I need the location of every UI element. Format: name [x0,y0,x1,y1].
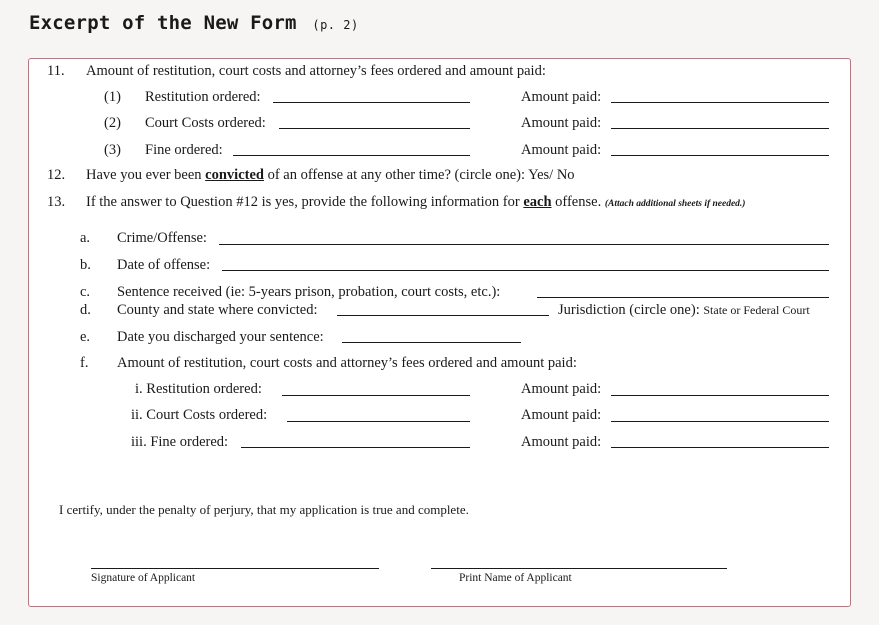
q13-crime-label: Crime/Offense: [117,230,207,246]
q13-sentence-label: Sentence received (ie: 5-years prison, probation, court costs, etc.): [117,284,501,300]
signature-label: Signature of Applicant [91,572,196,584]
q13-court-costs-label: ii. Court Costs ordered: [131,407,268,423]
signature-line[interactable] [91,568,379,569]
q13-jurisdiction-options[interactable]: State or Federal Court [703,303,810,317]
q13-crime-field[interactable] [219,244,829,245]
q13-restitution-label: i. Restitution ordered: [135,381,262,397]
q12-emphasis: convicted [205,167,264,183]
q12-text-post: of an offense at any other time? (circle one): Yes/ No [263,167,575,183]
page-title-text: Excerpt of the New Form [29,12,297,34]
q11-restitution-paid-field[interactable] [611,102,829,103]
q13-text [86,193,745,213]
q13-discharge-field[interactable] [342,342,521,343]
q13-text-pre: If the answer to Question #12 is yes, provide the following information for [86,194,524,210]
q12-number: 12. [47,167,66,183]
q11-court-costs-paid-label: Amount paid: [521,115,602,131]
page-reference: (p. 2) [312,18,359,32]
print-name-line[interactable] [431,568,727,569]
q11-item-2-number: (2) [104,115,121,131]
q13-restitution-paid-field[interactable] [611,395,829,396]
q13-restitution-field[interactable] [282,395,470,396]
q13-jurisdiction [558,301,810,319]
q11-court-costs-label: Court Costs ordered: [145,115,266,131]
q13-court-costs-paid-field[interactable] [611,421,829,422]
q13-amounts-label: Amount of restitution, court costs and attorney’s fees ordered and amount paid: [117,355,577,371]
print-name-label: Print Name of Applicant [459,572,572,584]
q13-date-of-offense-label: Date of offense: [117,257,211,273]
q13-a-letter: a. [80,230,91,246]
page-title [29,12,359,34]
q11-item-3-number: (3) [104,142,121,158]
q13-d-letter: d. [80,302,91,318]
q11-fine-label: Fine ordered: [145,142,223,158]
q11-court-costs-paid-field[interactable] [611,128,829,129]
q11-number: 11. [47,63,65,79]
q11-fine-field[interactable] [233,155,470,156]
q13-f-letter: f. [80,355,89,371]
q11-item-1-number: (1) [104,89,121,105]
q13-court-costs-field[interactable] [287,421,470,422]
q13-discharge-label: Date you discharged your sentence: [117,329,324,345]
q11-text: Amount of restitution, court costs and attorney’s fees ordered and amount paid: [86,63,546,79]
q13-text-post: offense. [551,194,602,210]
q12-text-pre: Have you ever been [86,167,206,183]
q11-court-costs-field[interactable] [279,128,470,129]
q13-emphasis: each [523,194,552,210]
q13-jurisdiction-label: Jurisdiction (circle one): [558,302,700,318]
q11-restitution-paid-label: Amount paid: [521,89,602,105]
q11-restitution-field[interactable] [273,102,470,103]
q13-county-field[interactable] [337,315,549,316]
q11-restitution-label: Restitution ordered: [145,89,261,105]
q13-fine-label: iii. Fine ordered: [131,434,229,450]
q13-date-of-offense-field[interactable] [222,270,829,271]
q11-fine-paid-label: Amount paid: [521,142,602,158]
q13-b-letter: b. [80,257,91,273]
q13-number: 13. [47,194,66,210]
q13-restitution-paid-label: Amount paid: [521,381,602,397]
q13-court-costs-paid-label: Amount paid: [521,407,602,423]
q13-sentence-field[interactable] [537,297,829,298]
q13-county-label: County and state where convicted: [117,302,318,318]
q13-fine-field[interactable] [241,447,470,448]
q13-fine-paid-label: Amount paid: [521,434,602,450]
q13-fine-paid-field[interactable] [611,447,829,448]
q13-attach-note: (Attach additional sheets if needed.) [604,199,746,209]
certification-statement: I certify, under the penalty of perjury, that my application is true and complete. [59,502,469,517]
q13-c-letter: c. [80,284,91,300]
q11-fine-paid-field[interactable] [611,155,829,156]
q12-text [86,166,575,184]
q13-e-letter: e. [80,329,91,345]
form-excerpt [28,58,851,607]
